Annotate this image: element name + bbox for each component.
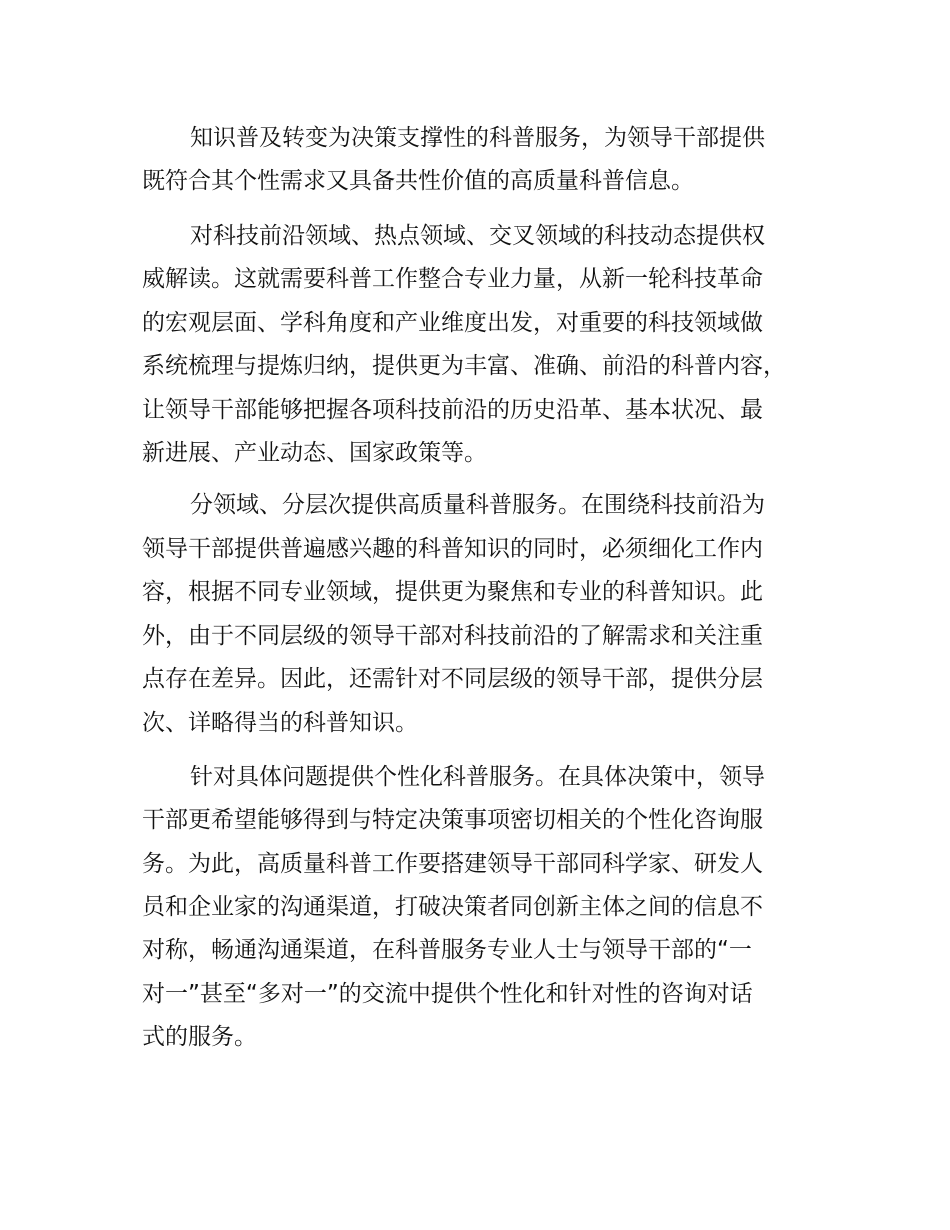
text-line: 对科技前沿领域、热点领域、交叉领域的科技动态提供权 bbox=[190, 223, 765, 249]
text-line: 对一”甚至“多对一”的交流中提供个性化和针对性的咨询对话 bbox=[142, 981, 753, 1007]
text-line: 针对具体问题提供个性化科普服务。在具体决策中，领导 bbox=[190, 764, 765, 790]
text-line: 式的服务。 bbox=[142, 1024, 257, 1050]
text-line: 知识普及转变为决策支撑性的科普服务，为领导干部提供 bbox=[190, 125, 765, 151]
text-line: 干部更希望能够得到与特定决策事项密切相关的个性化咨询服 bbox=[142, 807, 763, 833]
text-line: 对称，畅通沟通渠道，在科普服务专业人士与领导干部的“一 bbox=[142, 937, 752, 963]
text-line: 员和企业家的沟通渠道，打破决策者同创新主体之间的信息不 bbox=[142, 894, 763, 920]
text-line: 务。为此，高质量科普工作要搭建领导干部同科学家、研发人 bbox=[142, 851, 763, 877]
text-line: 分领域、分层次提供高质量科普服务。在围绕科技前沿为 bbox=[190, 492, 765, 518]
text-line: 点存在差异。因此，还需针对不同层级的领导干部，提供分层 bbox=[142, 666, 763, 692]
text-line: 威解读。这就需要科普工作整合专业力量，从新一轮科技革命 bbox=[142, 266, 763, 292]
text-line: 让领导干部能够把握各项科技前沿的历史沿革、基本状况、最 bbox=[142, 397, 763, 423]
text-line: 新进展、产业动态、国家政策等。 bbox=[142, 440, 487, 466]
text-line: 外，由于不同层级的领导干部对科技前沿的了解需求和关注重 bbox=[142, 623, 763, 649]
text-line: 的宏观层面、学科角度和产业维度出发，对重要的科技领域做 bbox=[142, 310, 763, 336]
text-line: 容，根据不同专业领域，提供更为聚焦和专业的科普知识。此 bbox=[142, 579, 763, 605]
text-line: 次、详略得当的科普知识。 bbox=[142, 710, 418, 736]
text-line: 既符合其个性需求又具备共性价值的高质量科普信息。 bbox=[142, 168, 694, 194]
text-line: 领导干部提供普遍感兴趣的科普知识的同时，必须细化工作内 bbox=[142, 536, 763, 562]
text-line: 系统梳理与提炼归纳，提供更为丰富、准确、前沿的科普内容， bbox=[142, 353, 786, 379]
